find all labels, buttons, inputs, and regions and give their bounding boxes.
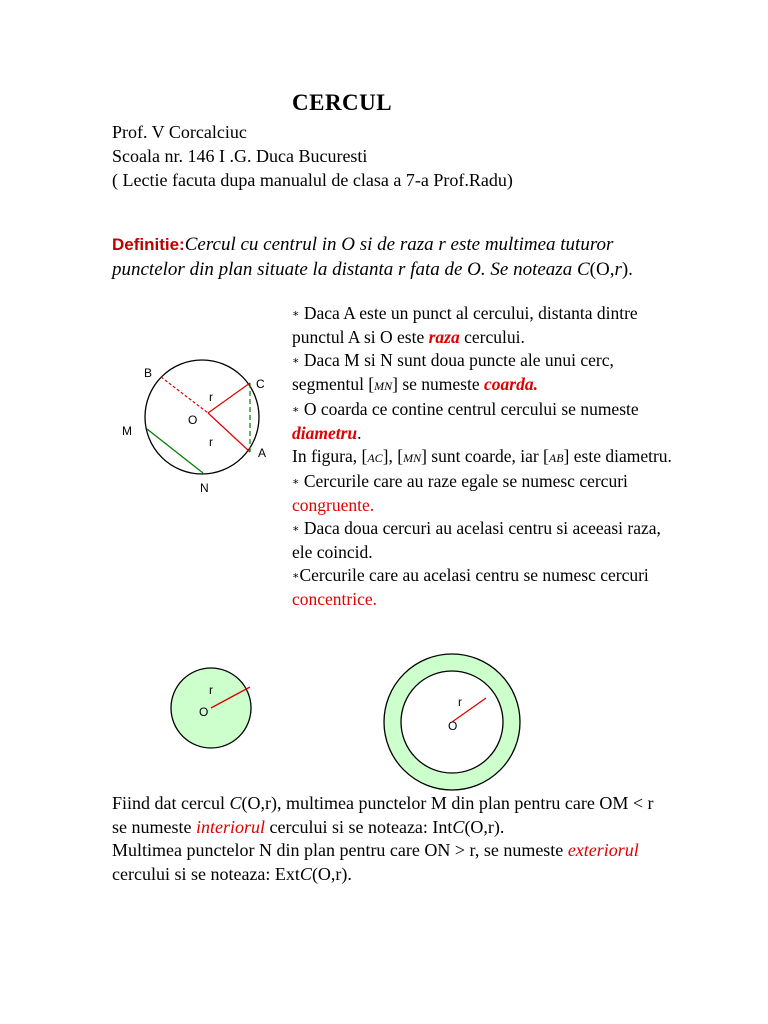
interior-exterior-text bbox=[112, 792, 672, 886]
bullet-icon: ∗ bbox=[292, 355, 300, 367]
term-coarda: coarda. bbox=[484, 374, 538, 394]
disk-label-r: r bbox=[209, 683, 213, 697]
notation-args: (O, bbox=[589, 259, 615, 280]
term-concentrice: concentrice. bbox=[292, 589, 378, 609]
source-note: ( Lectie facuta dupa manualul de clasa a 7-a Prof.Radu) bbox=[112, 170, 513, 190]
property-concentrice: ∗Cercurile care au acelasi centru se numesc cercuri concentrice. bbox=[292, 565, 649, 609]
main-circle-figure bbox=[110, 355, 285, 500]
property-diametru: ∗ O coarda ce contine centrul cercului se numeste diametru. bbox=[292, 399, 639, 443]
label-r-upper: r bbox=[209, 390, 213, 404]
definition-label: Definitie: bbox=[112, 235, 185, 254]
ring-label-o: O bbox=[448, 719, 458, 733]
label-o: O bbox=[188, 413, 198, 427]
property-congruente: ∗ Cercurile care au raze egale se numesc cercuri congruente. bbox=[292, 471, 628, 515]
author-line: Prof. V Corcalciuc bbox=[112, 122, 247, 142]
definition-paragraph bbox=[112, 232, 672, 282]
disk-label-o: O bbox=[199, 705, 209, 719]
label-c: C bbox=[256, 377, 265, 391]
interior-paragraph: Fiind dat cercul C(O,r), multimea punctelor M din plan pentru care OM < r se numeste interiorul cercului si se noteaza: IntC(O,r). bbox=[112, 793, 654, 837]
term-raza: raza bbox=[428, 327, 460, 347]
term-diametru: diametru bbox=[292, 423, 358, 443]
bullet-icon: ∗ bbox=[292, 404, 300, 416]
property-raza: ∗ Daca A este un punct al cercului, distanta dintre punctul A si O este raza cercului. bbox=[292, 303, 638, 347]
bullet-icon: ∗ bbox=[292, 523, 300, 535]
label-b: B bbox=[144, 366, 153, 380]
ring-label-r: r bbox=[458, 695, 462, 709]
properties-list bbox=[292, 302, 672, 611]
label-a: A bbox=[258, 446, 267, 460]
school-line: Scoala nr. 146 I .G. Duca Bucuresti bbox=[112, 146, 368, 166]
figure-explanation: In figura, [AC], [MN] sunt coarde, iar [AB] este diametru. bbox=[292, 446, 672, 466]
label-r-lower: r bbox=[209, 435, 213, 449]
notation-close: ). bbox=[621, 259, 633, 280]
notation-c: C bbox=[576, 259, 590, 280]
term-interiorul: interiorul bbox=[195, 816, 265, 837]
property-coarda: ∗ Daca M si N sunt doua puncte ale unui cerc, segmentul [MN] se numeste coarda. bbox=[292, 350, 614, 394]
bullet-icon: ∗ bbox=[292, 308, 300, 320]
notation-r: r bbox=[614, 259, 622, 280]
small-circle-figure bbox=[165, 662, 260, 757]
exterior-paragraph: Multimea punctelor N din plan pentru care ON > r, se numeste exteriorul cercului si se noteaza: ExtC(O,r). bbox=[112, 840, 639, 884]
property-coincid: ∗ Daca doua cercuri au acelasi centru si aceeasi raza, ele coincid. bbox=[292, 518, 661, 562]
label-m: M bbox=[122, 424, 132, 438]
definition-text: Cercul cu centrul in O si de raza r este multimea tuturor punctelor din plan situate la distanta r fata de O. Se noteaza bbox=[112, 234, 614, 280]
term-exteriorul: exteriorul bbox=[567, 840, 639, 860]
bullet-icon: ∗ bbox=[292, 476, 300, 488]
label-n: N bbox=[200, 481, 209, 495]
page-title: CERCUL bbox=[292, 90, 393, 115]
ring-figure bbox=[380, 650, 525, 795]
term-congruente: congruente. bbox=[292, 495, 375, 515]
bullet-icon: ∗ bbox=[292, 570, 300, 582]
